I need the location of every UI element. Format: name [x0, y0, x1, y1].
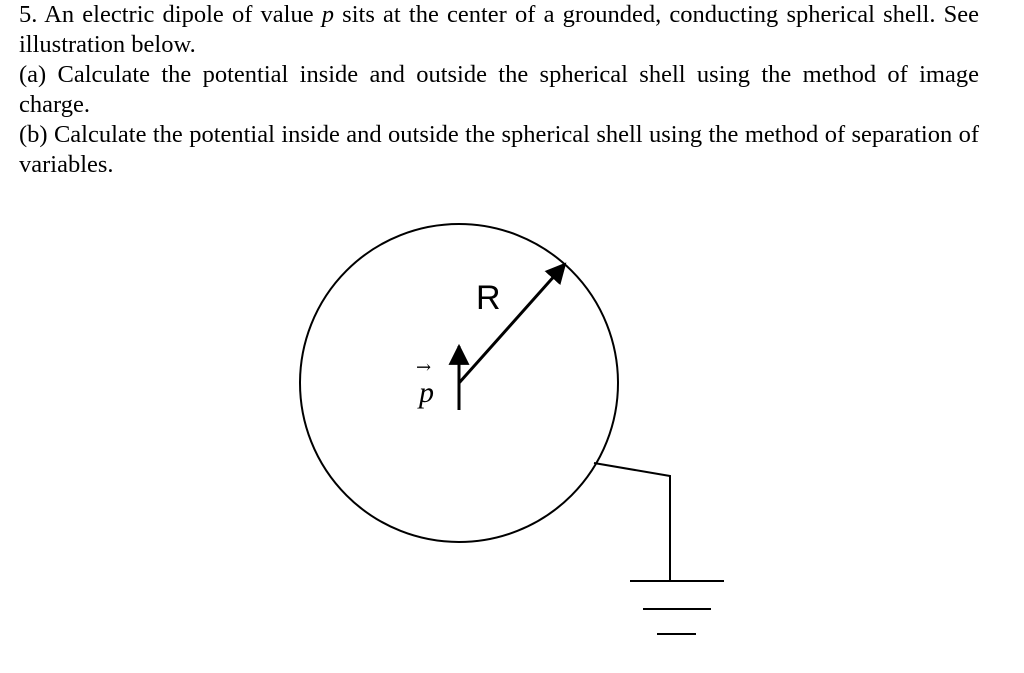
stem-text-before: 5. An electric dipole of value: [19, 1, 322, 28]
radius-arrow: [459, 264, 565, 383]
dipole-vector-mark: →: [416, 357, 432, 378]
stem-text-after: sits at the center of a grounded, conducting spherical shell. See illustration below.: [19, 1, 980, 58]
ground-wire: [594, 463, 670, 580]
dipole-label: p: [419, 376, 434, 409]
problem-part-b: (b) Calculate the potential inside and outside the spherical shell using the method of separation of variables.: [19, 121, 979, 178]
problem-part-a: (a) Calculate the potential inside and outside the spherical shell using the method of image charge.: [19, 61, 979, 118]
stem-variable-p: p: [321, 1, 335, 28]
radius-label: R: [476, 279, 501, 317]
